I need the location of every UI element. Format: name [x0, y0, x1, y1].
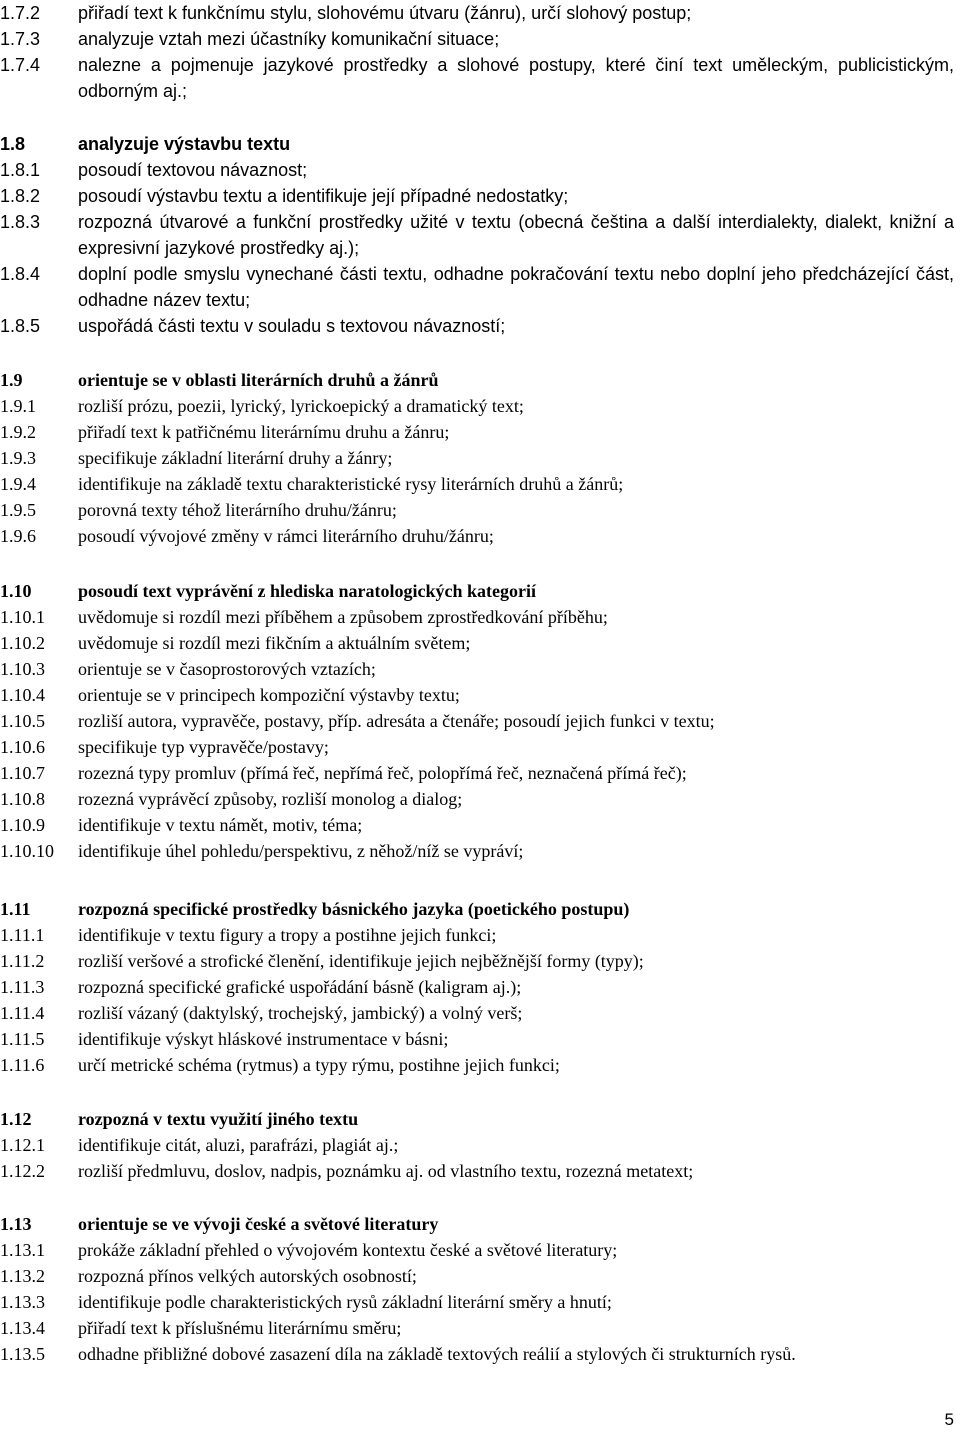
- item-number: 1.11.3: [0, 977, 45, 997]
- heading-number: 1.10: [0, 581, 32, 601]
- item-number: 1.10.6: [0, 737, 45, 757]
- heading-text: orientuje se v oblasti literárních druhů a žánrů: [78, 370, 439, 390]
- section-1-9: [0, 367, 960, 549]
- item-number: 1.8.2: [0, 186, 41, 206]
- item-number: 1.10.3: [0, 659, 45, 679]
- section-heading: [0, 578, 960, 604]
- item-number: 1.11.5: [0, 1029, 45, 1049]
- list-item: [0, 838, 960, 864]
- list-item: [0, 974, 960, 1000]
- item-number: 1.9.2: [0, 422, 36, 442]
- list-item: [0, 1158, 960, 1184]
- item-text: specifikuje základní literární druhy a žánry;: [78, 448, 393, 468]
- item-text: specifikuje typ vypravěče/postavy;: [78, 737, 329, 757]
- item-number: 1.11.2: [0, 951, 45, 971]
- item-number: 1.9.4: [0, 474, 36, 494]
- heading-text: posoudí text vyprávění z hlediska naratologických kategorií: [78, 581, 537, 601]
- item-number: 1.9.6: [0, 526, 36, 546]
- list-item: [0, 1263, 960, 1289]
- list-item: [0, 26, 960, 52]
- list-item: [0, 1341, 960, 1367]
- item-number: 1.13.5: [0, 1344, 45, 1364]
- item-number: 1.7.2: [0, 3, 41, 23]
- section-1-12: [0, 1106, 960, 1184]
- heading-text: analyzuje výstavbu textu: [78, 134, 291, 154]
- list-item: [0, 786, 960, 812]
- list-item: [0, 1237, 960, 1263]
- item-number: 1.10.9: [0, 815, 45, 835]
- item-number: 1.8.3: [0, 212, 41, 232]
- item-text: prokáže základní přehled o vývojovém kontextu české a světové literatury;: [78, 1240, 618, 1260]
- item-number: 1.10.4: [0, 685, 45, 705]
- list-item: [0, 1315, 960, 1341]
- item-number: 1.13.4: [0, 1318, 45, 1338]
- item-text: nalezne a pojmenuje jazykové prostředky a slohové postupy, které činí text uměleckým, publicistickým, odborným aj.;: [78, 55, 954, 101]
- item-text: identifikuje na základě textu charakteristické rysy literárních druhů a žánrů;: [78, 474, 624, 494]
- item-number: 1.11.6: [0, 1055, 45, 1075]
- item-text: orientuje se v principech kompoziční výstavby textu;: [78, 685, 460, 705]
- item-text: uspořádá části textu v souladu s textovou návazností;: [78, 316, 506, 336]
- item-text: přiřadí text k patřičnému literárnímu druhu a žánru;: [78, 422, 450, 442]
- item-text: rozezná vyprávěcí způsoby, rozliší monolog a dialog;: [78, 789, 463, 809]
- section-heading: [0, 1211, 960, 1237]
- item-number: 1.8.4: [0, 264, 41, 284]
- list-item: [0, 445, 960, 471]
- item-text: identifikuje v textu námět, motiv, téma;: [78, 815, 363, 835]
- item-text: identifikuje podle charakteristických rysů základní literární směry a hnutí;: [78, 1292, 612, 1312]
- list-item: [0, 948, 960, 974]
- item-number: 1.10.8: [0, 789, 45, 809]
- item-number: 1.12.1: [0, 1135, 45, 1155]
- list-item: [0, 812, 960, 838]
- list-item: [0, 471, 960, 497]
- list-item: [0, 682, 960, 708]
- list-item: [0, 708, 960, 734]
- list-item: [0, 630, 960, 656]
- item-text: identifikuje v textu figury a tropy a postihne jejich funkci;: [78, 925, 497, 945]
- list-item: [0, 313, 960, 339]
- item-text: porovná texty téhož literárního druhu/žánru;: [78, 500, 397, 520]
- section-1-11: [0, 896, 960, 1078]
- item-text: přiřadí text k příslušnému literárnímu směru;: [78, 1318, 402, 1338]
- section-1-8: [0, 131, 960, 339]
- item-text: rozpozná specifické grafické uspořádání básně (kaligram aj.);: [78, 977, 522, 997]
- item-text: identifikuje úhel pohledu/perspektivu, z něhož/níž se vypráví;: [78, 841, 524, 861]
- list-item: [0, 604, 960, 630]
- item-text: identifikuje citát, aluzi, parafrázi, plagiát aj.;: [78, 1135, 399, 1155]
- item-number: 1.13.1: [0, 1240, 45, 1260]
- list-item: [0, 1026, 960, 1052]
- list-item: [0, 497, 960, 523]
- list-item: [0, 922, 960, 948]
- page-number: 5: [944, 1410, 954, 1429]
- list-item: [0, 1132, 960, 1158]
- list-item: [0, 209, 960, 261]
- list-item: [0, 1289, 960, 1315]
- item-text: přiřadí text k funkčnímu stylu, slohovému útvaru (žánru), určí slohový postup;: [78, 3, 692, 23]
- heading-number: 1.9: [0, 370, 23, 390]
- list-item: [0, 656, 960, 682]
- item-number: 1.8.5: [0, 316, 41, 336]
- section-heading: [0, 131, 960, 157]
- section-heading: [0, 367, 960, 393]
- item-number: 1.10.10: [0, 841, 54, 861]
- item-number: 1.10.7: [0, 763, 45, 783]
- list-item: [0, 1000, 960, 1026]
- section-1-13: [0, 1211, 960, 1367]
- item-text: rozliší autora, vypravěče, postavy, příp. adresáta a čtenáře; posoudí jejich funkci v textu;: [78, 711, 715, 731]
- item-number: 1.13.2: [0, 1266, 45, 1286]
- heading-number: 1.11: [0, 899, 31, 919]
- item-text: doplní podle smyslu vynechané části textu, odhadne pokračování textu nebo doplní jeho předcházející část, odhadne název textu;: [78, 264, 954, 310]
- item-text: orientuje se v časoprostorových vztazích;: [78, 659, 376, 679]
- item-text: rozpozná přínos velkých autorských osobností;: [78, 1266, 417, 1286]
- item-number: 1.11.4: [0, 1003, 45, 1023]
- item-text: rozliší vázaný (daktylský, trochejský, jambický) a volný verš;: [78, 1003, 523, 1023]
- list-item: [0, 157, 960, 183]
- heading-number: 1.13: [0, 1214, 32, 1234]
- item-text: rozliší prózu, poezii, lyrický, lyrickoepický a dramatický text;: [78, 396, 524, 416]
- item-number: 1.7.3: [0, 29, 41, 49]
- heading-text: rozpozná specifické prostředky básnického jazyka (poetického postupu): [78, 899, 630, 919]
- list-item: [0, 419, 960, 445]
- list-item: [0, 261, 960, 313]
- list-item: [0, 183, 960, 209]
- list-item: [0, 393, 960, 419]
- list-item: [0, 760, 960, 786]
- item-number: 1.7.4: [0, 55, 41, 75]
- item-number: 1.9.1: [0, 396, 36, 416]
- item-number: 1.12.2: [0, 1161, 45, 1181]
- item-text: určí metrické schéma (rytmus) a typy rýmu, postihne jejich funkci;: [78, 1055, 560, 1075]
- item-number: 1.13.3: [0, 1292, 45, 1312]
- item-number: 1.10.1: [0, 607, 45, 627]
- list-item: [0, 734, 960, 760]
- item-text: rozpozná útvarové a funkční prostředky užité v textu (obecná čeština a další interdialekty, dialekt, knižní a expresivní jazykové prostředky aj.);: [78, 212, 954, 258]
- heading-text: orientuje se ve vývoji české a světové literatury: [78, 1214, 439, 1234]
- item-number: 1.10.5: [0, 711, 45, 731]
- item-text: posoudí textovou návaznost;: [78, 160, 308, 180]
- item-text: rozezná typy promluv (přímá řeč, nepřímá řeč, polopřímá řeč, neznačená přímá řeč);: [78, 763, 687, 783]
- section-1-10: [0, 578, 960, 864]
- item-text: odhadne přibližné dobové zasazení díla na základě textových reálií a stylových či strukturních rysů.: [78, 1344, 796, 1364]
- item-text: uvědomuje si rozdíl mezi příběhem a způsobem zprostředkování příběhu;: [78, 607, 608, 627]
- item-text: analyzuje vztah mezi účastníky komunikační situace;: [78, 29, 500, 49]
- item-number: 1.9.5: [0, 500, 36, 520]
- item-number: 1.8.1: [0, 160, 41, 180]
- item-text: posoudí vývojové změny v rámci literárního druhu/žánru;: [78, 526, 494, 546]
- item-text: posoudí výstavbu textu a identifikuje její případné nedostatky;: [78, 186, 569, 206]
- item-text: uvědomuje si rozdíl mezi fikčním a aktuálním světem;: [78, 633, 471, 653]
- heading-number: 1.8: [0, 134, 26, 154]
- heading-text: rozpozná v textu využití jiného textu: [78, 1109, 359, 1129]
- item-text: rozliší předmluvu, doslov, nadpis, poznámku aj. od vlastního textu, rozezná metatext;: [78, 1161, 694, 1181]
- item-text: identifikuje výskyt hláskové instrumentace v básni;: [78, 1029, 449, 1049]
- section-heading: [0, 1106, 960, 1132]
- list-item: [0, 0, 960, 26]
- heading-number: 1.12: [0, 1109, 32, 1129]
- item-number: 1.9.3: [0, 448, 36, 468]
- list-item: [0, 52, 960, 104]
- item-number: 1.11.1: [0, 925, 45, 945]
- item-text: rozliší veršové a strofické členění, identifikuje jejich nejběžnější formy (typy);: [78, 951, 644, 971]
- list-item: [0, 1052, 960, 1078]
- section-1-7: [0, 0, 960, 104]
- section-heading: [0, 896, 960, 922]
- list-item: [0, 523, 960, 549]
- item-number: 1.10.2: [0, 633, 45, 653]
